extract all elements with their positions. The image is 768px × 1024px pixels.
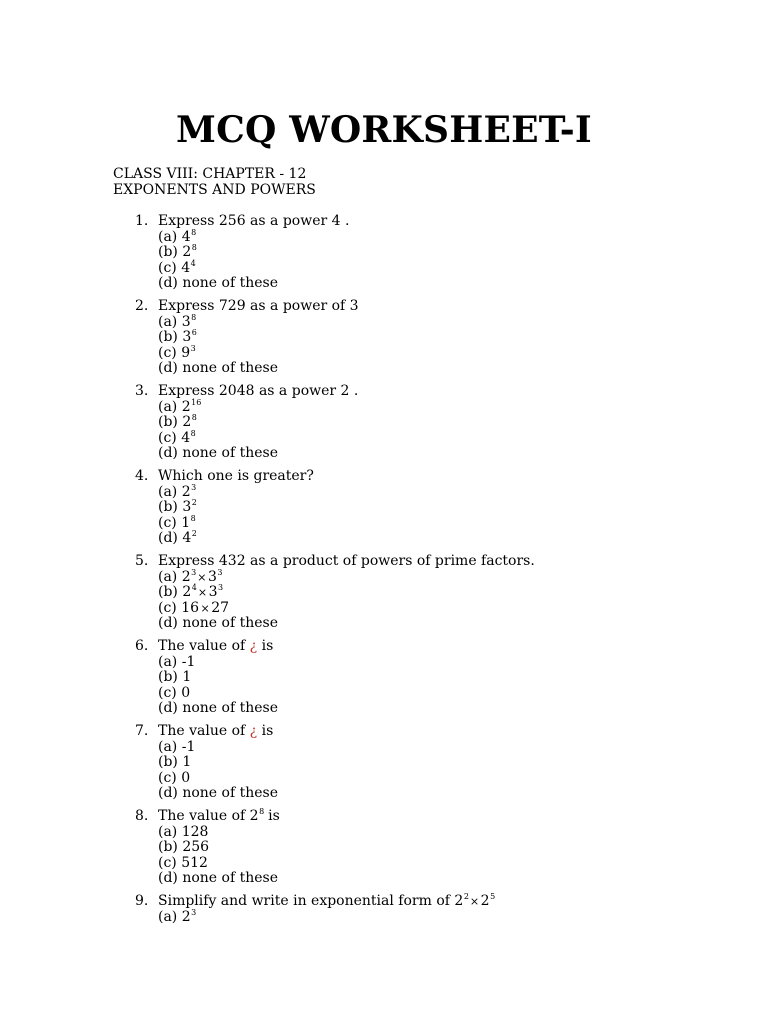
answer-option [158,513,713,532]
question-item [113,469,713,547]
option-base: 27 [211,599,230,616]
option-exponent: 4 [190,258,196,268]
option-base: 2 [182,244,192,260]
missing-expression-glyph: ¿ [249,723,258,739]
option-exponent: 3 [217,567,223,577]
option-exponent: 8 [191,227,197,237]
times-sign: × [197,570,207,584]
option-text: -1 [181,653,196,670]
prompt-text: is [261,638,274,654]
answer-option [158,825,713,841]
option-base: 4 [181,429,191,446]
answer-option [158,531,713,547]
option-text: 128 [181,823,209,840]
question-item [113,894,713,925]
option-base: 1 [181,514,191,531]
option-base: 4 [182,530,192,546]
expression-base: 2 [454,893,464,909]
option-label: (b) [158,669,178,685]
option-label: (a) [158,823,178,840]
prompt-text: The value of [158,723,246,739]
option-exponent: 6 [191,328,197,337]
option-text: 256 [182,839,210,855]
option-text: none of these [182,615,278,631]
times-sign: × [197,586,208,599]
question-number: 7. [135,723,149,739]
option-label: (c) [158,429,177,446]
question-number: 8. [135,808,149,824]
answer-option [158,701,713,717]
option-base: 3 [182,329,192,345]
question-number: 9. [135,893,149,909]
option-label: (b) [158,499,178,515]
question-number: 1. [135,213,149,229]
answer-option [158,585,713,601]
option-exponent: 2 [191,498,197,507]
answer-option [158,415,713,431]
times-sign: × [200,601,210,615]
answer-option [158,500,713,516]
answer-option [158,446,713,462]
option-base: 4 [181,259,191,276]
prompt-text: Which one is greater? [158,468,314,484]
option-label: (b) [158,244,178,260]
answer-option [158,755,713,771]
prompt-text: The value of [158,638,246,654]
answer-option [158,840,713,856]
option-text: 0 [181,684,191,701]
option-base: 9 [181,344,191,361]
question-number: 4. [135,468,149,484]
option-label: (d) [158,445,178,461]
option-label: (b) [158,414,178,430]
option-label: (d) [158,530,178,546]
option-label: (c) [158,514,177,531]
answer-option [158,227,713,246]
question-number: 6. [135,638,149,654]
question-item [113,724,713,802]
option-base: 3 [181,313,191,330]
prompt-text: is [268,808,280,824]
question-item [113,384,713,462]
option-text: none of these [182,870,278,886]
option-label: (d) [158,870,178,886]
question-number: 3. [135,383,149,399]
option-label: (c) [158,344,177,361]
question-list [113,214,713,933]
class-line: CLASS VIII: CHAPTER - 12 [113,166,307,182]
question-prompt [158,469,713,485]
expression-base: 2 [480,893,490,909]
option-text: none of these [182,445,278,461]
expression-base: 2 [249,808,259,824]
prompt-text: is [261,723,274,739]
question-item [113,809,713,887]
prompt-text: Simplify and write in exponential form of [158,893,450,909]
answer-option [158,258,713,277]
option-label: (a) [158,568,178,585]
question-item [113,554,713,632]
option-label: (c) [158,769,177,786]
question-item [113,214,713,292]
topic-line: EXPONENTS AND POWERS [113,182,316,198]
answer-option [158,428,713,447]
question-prompt [158,554,713,570]
answer-option [158,343,713,362]
missing-expression-glyph: ¿ [249,638,258,654]
option-exponent: 8 [191,413,197,422]
question-prompt [158,809,713,825]
prompt-text: The value of [158,808,246,824]
answer-option [158,686,713,702]
answer-option [158,740,713,756]
option-base: 2 [181,398,191,415]
option-label: (d) [158,615,178,631]
option-base: 2 [181,908,191,925]
option-label: (a) [158,483,178,500]
answer-option [158,567,713,586]
option-label: (c) [158,599,177,616]
prompt-text: Express 256 as a power 4 . [158,213,350,229]
option-base: 3 [182,499,192,515]
answer-option [158,907,713,926]
subheading [113,166,316,198]
option-exponent: 8 [191,312,197,322]
answer-option [158,330,713,346]
answer-option [158,786,713,802]
answer-option [158,245,713,261]
answer-option [158,397,713,416]
question-prompt [158,724,713,740]
answer-option [158,771,713,787]
question-item [113,299,713,377]
answer-option [158,871,713,887]
expression-exponent: 8 [259,807,265,816]
option-label: (b) [158,329,178,345]
expression-exponent: 5 [490,892,496,901]
option-exponent: 3 [218,583,224,592]
option-base: 16 [181,599,200,616]
option-label: (b) [158,754,178,770]
option-label: (b) [158,584,178,600]
option-text: 1 [182,669,192,685]
option-text: none of these [182,360,278,376]
option-text: -1 [181,738,196,755]
option-exponent: 3 [191,567,197,577]
option-label: (a) [158,398,178,415]
option-label: (c) [158,684,177,701]
expression-exponent: 2 [463,892,469,901]
answer-option [158,655,713,671]
option-exponent: 3 [190,343,196,353]
option-exponent: 8 [191,243,197,252]
answer-option [158,856,713,872]
option-label: (a) [158,653,178,670]
option-label: (d) [158,275,178,291]
prompt-text: Express 2048 as a power 2 . [158,383,359,399]
question-item [113,639,713,717]
option-exponent: 16 [191,397,202,407]
option-exponent: 3 [191,907,197,917]
option-label: (a) [158,738,178,755]
option-base: 2 [182,584,192,600]
question-prompt [158,384,713,400]
option-exponent: 4 [191,583,197,592]
option-exponent: 3 [191,482,197,492]
prompt-text: Express 432 as a product of powers of prime factors. [158,553,535,569]
times-sign: × [469,895,480,908]
question-prompt [158,214,713,230]
option-text: none of these [182,785,278,801]
answer-option [158,616,713,632]
option-base: 3 [207,568,217,585]
option-text: 1 [182,754,192,770]
answer-option [158,361,713,377]
option-label: (b) [158,839,178,855]
option-base: 2 [182,414,192,430]
option-base: 3 [208,584,218,600]
option-label: (c) [158,854,177,871]
answer-option [158,312,713,331]
option-text: 0 [181,769,191,786]
question-prompt [158,639,713,655]
question-prompt [158,894,713,910]
option-base: 2 [181,568,191,585]
answer-option [158,601,713,617]
option-label: (a) [158,228,178,245]
prompt-text: Express 729 as a power of 3 [158,298,359,314]
option-label: (a) [158,313,178,330]
option-base: 4 [181,228,191,245]
option-text: none of these [182,275,278,291]
option-exponent: 8 [190,513,196,523]
question-number: 5. [135,553,149,569]
option-label: (a) [158,908,178,925]
option-label: (d) [158,360,178,376]
option-label: (d) [158,700,178,716]
option-text: 512 [181,854,208,871]
option-exponent: 8 [190,428,196,438]
option-text: none of these [182,700,278,716]
option-exponent: 2 [191,529,197,538]
question-number: 2. [135,298,149,314]
answer-option [158,670,713,686]
page-title: MCQ WORKSHEET-I [176,109,592,151]
question-prompt [158,299,713,315]
option-base: 2 [181,483,191,500]
option-label: (d) [158,785,178,801]
answer-option [158,276,713,292]
answer-option [158,482,713,501]
option-label: (c) [158,259,177,276]
